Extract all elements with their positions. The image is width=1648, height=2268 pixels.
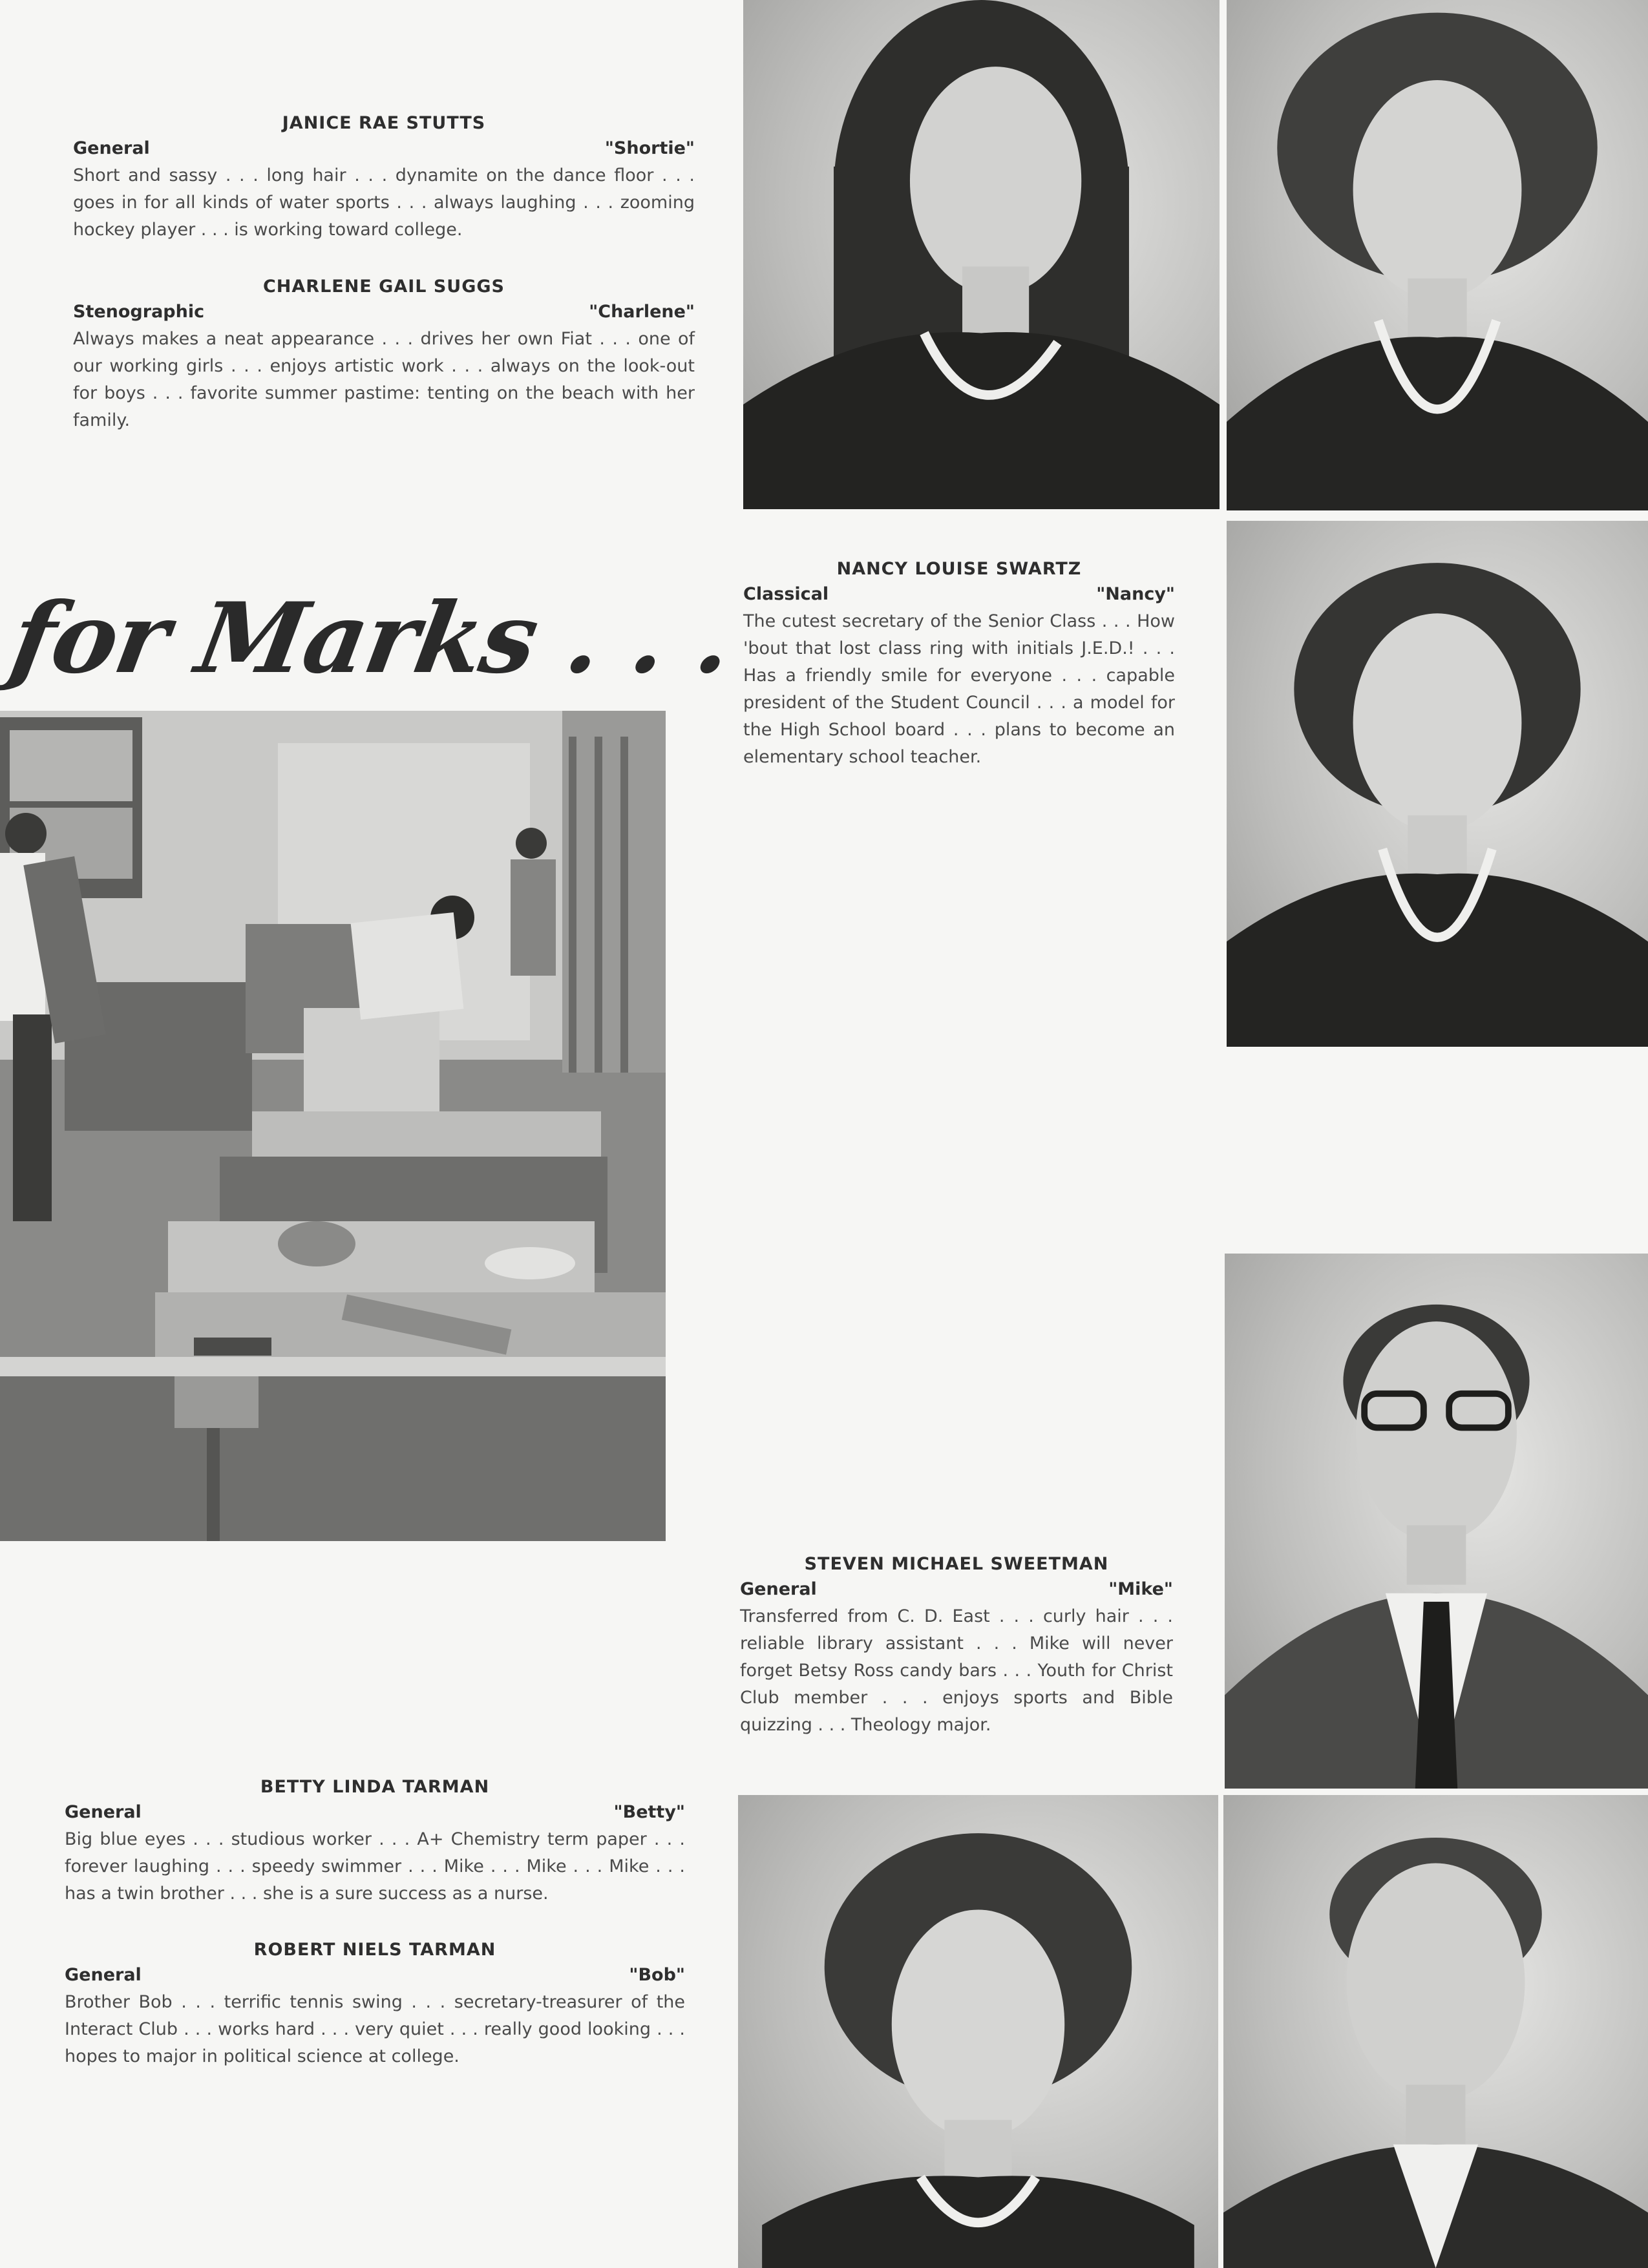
portrait-charlene-suggs xyxy=(1227,0,1648,510)
bio-text: Always makes a neat appearance . . . drives her own Fiat . . . one of our working girls . . . enjoys artistic work . . . always on the look-out for boys . . . favorite summer pastime: tenting on the beach with her family. xyxy=(73,329,695,430)
bio-robert-tarman xyxy=(65,1940,685,2070)
bio-text: Short and sassy . . . long hair . . . dynamite on the dance floor . . . goes in for all kinds of water sports . . . always laughing . . . zooming hockey player . . . is working toward college. xyxy=(73,165,695,240)
student-name: BETTY LINDA TARMAN xyxy=(260,1777,490,1797)
bio-janice-stutts xyxy=(73,113,695,244)
portrait-nancy-swartz xyxy=(1227,521,1648,1047)
portrait-janice-stutts xyxy=(743,0,1220,509)
nickname: "Betty" xyxy=(613,1802,685,1822)
bio-text: Transferred from C. D. East . . . curly hair . . . reliable library assistant . . . Mike will never forget Betsy Ross candy bars . . . Youth for Christ Club member . . . enjoys sports and Bible quizzing . . . Theology major. xyxy=(740,1606,1173,1735)
student-name: JANICE RAE STUTTS xyxy=(282,113,486,133)
course: General xyxy=(65,1965,142,1985)
bio-text: Big blue eyes . . . studious worker . . . A+ Chemistry term paper . . . forever laughing . . . speedy swimmer . . . Mike . . . Mike . . . Mike . . . has a twin brother . . . she is a sure success as a nurse. xyxy=(65,1829,685,1904)
bio-text: Brother Bob . . . terrific tennis swing . . . secretary-treasurer of the Interact Club . . . works hard . . . very quiet . . . really good looking . . . hopes to major in political science at college. xyxy=(65,1992,685,2066)
section-title: for Marks . . . xyxy=(3,582,741,695)
course: Classical xyxy=(743,584,829,604)
nickname: "Bob" xyxy=(629,1965,685,1985)
bio-text: The cutest secretary of the Senior Class . . . How 'bout that lost class ring with initials J.E.D.! . . . Has a friendly smile for everyone . . . capable president of the Student Council . . . a model for the High School board . . . plans to become an elementary school teacher. xyxy=(743,611,1175,767)
bio-nancy-swartz xyxy=(743,559,1175,771)
nickname: "Nancy" xyxy=(1096,584,1175,604)
portrait-steven-sweetman xyxy=(1225,1254,1648,1789)
course: Stenographic xyxy=(73,302,205,322)
student-name: CHARLENE GAIL SUGGS xyxy=(262,277,505,297)
portrait-robert-tarman xyxy=(1223,1795,1648,2268)
student-name: ROBERT NIELS TARMAN xyxy=(253,1940,496,1960)
nickname: "Mike" xyxy=(1108,1579,1173,1599)
bio-betty-tarman xyxy=(65,1777,685,1907)
course: General xyxy=(73,138,150,158)
course: General xyxy=(740,1579,817,1599)
bio-steven-sweetman xyxy=(740,1554,1173,1739)
course: General xyxy=(65,1802,142,1822)
nickname: "Charlene" xyxy=(589,302,695,322)
student-name: STEVEN MICHAEL SWEETMAN xyxy=(804,1554,1109,1574)
bio-charlene-suggs xyxy=(73,277,695,434)
nickname: "Shortie" xyxy=(604,138,695,158)
portrait-betty-tarman xyxy=(738,1795,1218,2268)
woodshop-photo xyxy=(0,711,666,1541)
student-name: NANCY LOUISE SWARTZ xyxy=(836,559,1082,579)
